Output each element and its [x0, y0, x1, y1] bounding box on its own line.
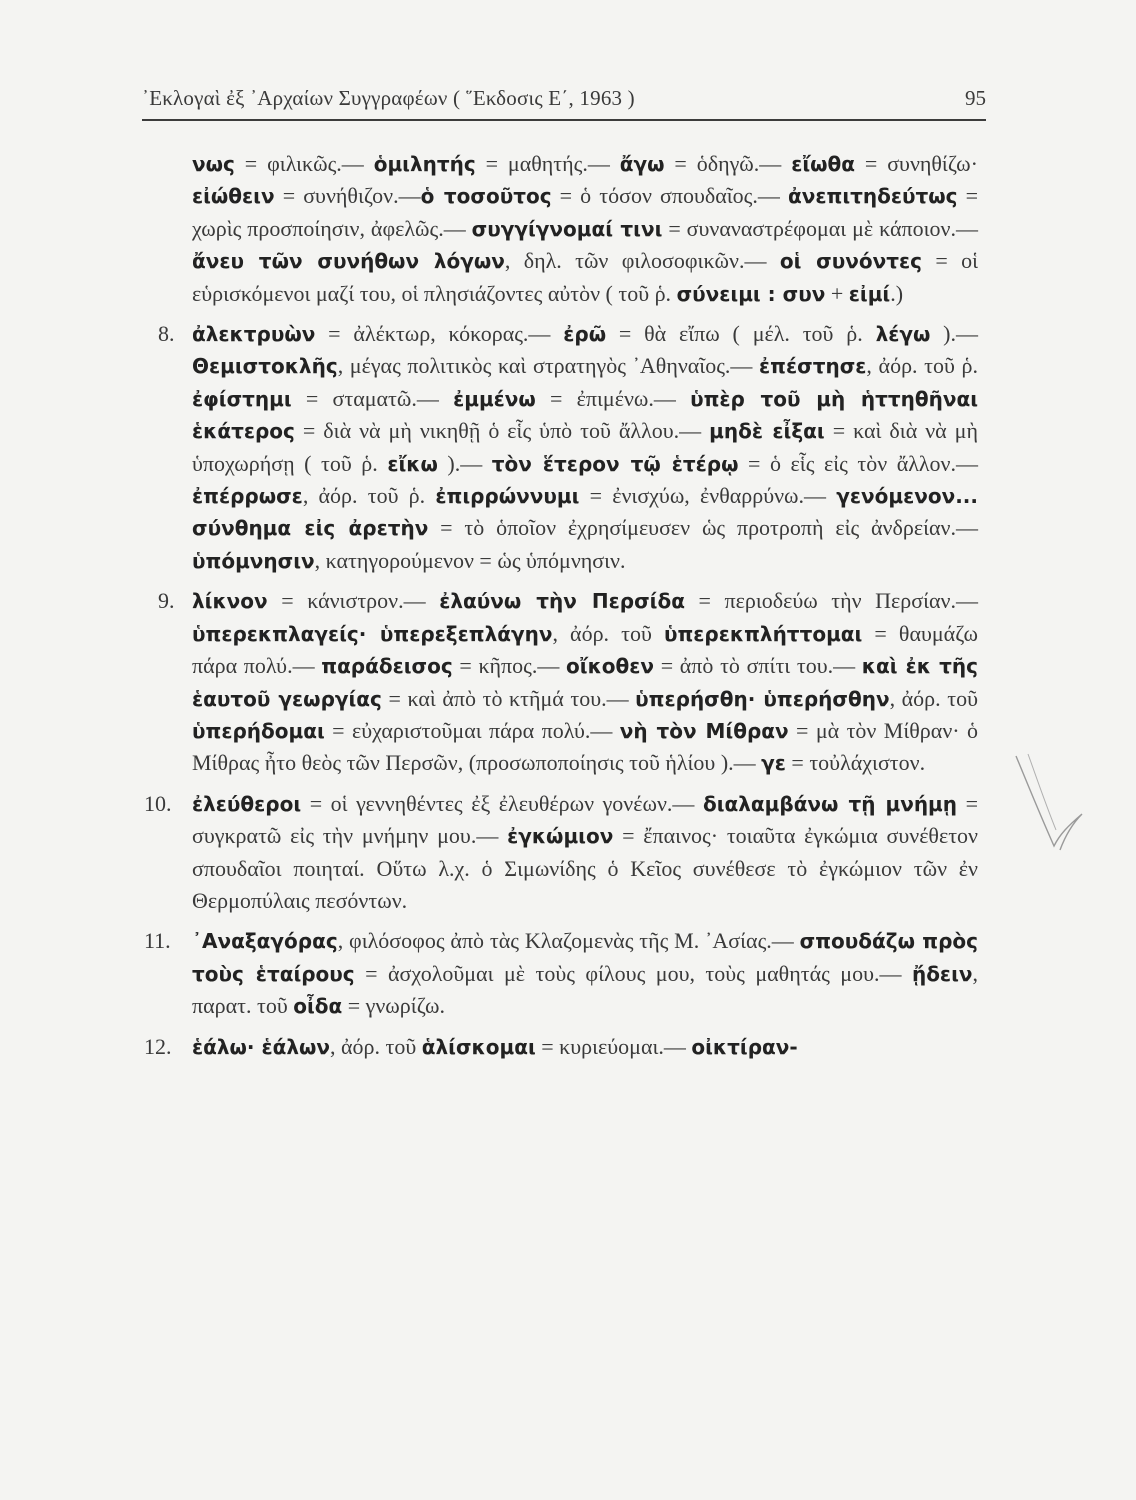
gloss-text: = γνωρίζω.	[342, 993, 445, 1019]
headword: ἁλίσκομαι	[421, 1034, 536, 1059]
glossary-entry	[144, 788, 978, 918]
gloss-text: = φιλικῶς.—	[234, 151, 374, 176]
headword: καὶ ἐκ τῆς ἑαυτοῦ γεωργίας	[192, 654, 978, 711]
pencil-annotation-icon	[1008, 750, 1098, 860]
gloss-text: = ἔπαινος· τοιαῦτα ἐγκώμια συνέθετον σπουδαῖοι ποιηταί. Οὕτω λ.χ. ὁ Σιμωνίδης ὁ Κεῖος συνέθεσε τὸ ἐγκώμιον τῶν ἐν Θερμοπύλαις πεσόντων.	[192, 823, 978, 913]
gloss-text: = σταματῶ.—	[291, 385, 454, 411]
glossary-entry	[150, 585, 978, 779]
header-rule	[142, 119, 986, 121]
headword: λίκνον	[192, 589, 268, 614]
headword: ἐγκώμιον	[507, 824, 614, 849]
gloss-text: , ἀόρ. τοῦ	[330, 1033, 422, 1059]
gloss-text: = καὶ διὰ νὰ μὴ ὑποχωρήσῃ ( τοῦ ῥ.	[192, 418, 978, 476]
headword: ᾽Αναξαγόρας	[192, 929, 338, 954]
headword: ὑπερήδομαι	[192, 718, 325, 743]
gloss-text: ).—	[437, 450, 492, 476]
headword: ἀλεκτρυὼν	[192, 322, 316, 347]
headword: ἐπέστησε	[759, 354, 867, 379]
headword: ὑπόμνησιν	[192, 548, 315, 573]
headword: οἶδα	[293, 994, 343, 1019]
headword: ὑπερεκπλήττομαι	[663, 621, 863, 646]
gloss-text: = οἱ εὑρισκόμενοι μαζί του, οἱ πλησιάζοντες αὐτὸν ( τοῦ ῥ.	[192, 248, 978, 306]
headword: σπουδάζω πρὸς τοὺς ἑταίρους	[192, 929, 978, 986]
page-number: 95	[965, 86, 986, 110]
gloss-text: , μέγας πολιτικὸς καὶ στρατηγὸς ᾽Αθηναῖος.—	[337, 353, 760, 379]
gloss-text: = ἐνισχύω, ἐνθαρρύνω.—	[579, 483, 837, 509]
headword: ἐρῶ	[563, 322, 607, 347]
gloss-text: +	[825, 280, 849, 306]
gloss-text: = θὰ εἴπω ( μέλ. τοῦ ῥ.	[606, 321, 876, 347]
gloss-text: = συγκρατῶ εἰς τὴν μνήμην μου.—	[192, 790, 978, 849]
gloss-text: , παρατ. τοῦ	[192, 960, 978, 1019]
headword: ἐμμένω	[453, 386, 536, 411]
headword: ἑάλω· ἑάλων	[192, 1034, 331, 1059]
headword: οἱ συνόντες	[779, 249, 922, 274]
gloss-text: = συνηθίζω·	[854, 151, 978, 176]
entry-number: 11.	[144, 928, 171, 954]
gloss-text: , ἀόρ. τοῦ ῥ.	[302, 483, 436, 509]
headword: παράδεισος	[321, 654, 453, 679]
entry-number: 9.	[158, 588, 175, 614]
gloss-text: .)	[890, 280, 904, 306]
gloss-text: = καὶ ἀπὸ τὸ κτῆμά του.—	[381, 685, 636, 711]
gloss-text: = μὰ τὸν Μίθραν· ὁ Μίθρας ἦτο θεὸς τῶν Περσῶν, (προσωποποίησις τοῦ ἡλίου ).—	[192, 717, 978, 776]
headword: εἴκω	[387, 451, 438, 476]
headword: τὸν ἕτερον τῷ ἑτέρῳ	[491, 451, 739, 476]
headword: νὴ τὸν Μίθραν	[619, 718, 789, 743]
gloss-text: = ἀπὸ τὸ σπίτι του.—	[654, 653, 862, 679]
gloss-text: = κάνιστρον.—	[267, 588, 440, 614]
headword: ὑπερεκπλαγείς· ὑπερεξεπλάγην	[192, 621, 553, 646]
headword: σύνειμι : συν	[676, 281, 826, 306]
headword: ἐπιρρώννυμι	[435, 484, 580, 509]
headword: συγγίγνομαί τινι	[471, 216, 663, 241]
gloss-text: = συνήθιζον.—	[274, 183, 421, 209]
headword: οἴκοθεν	[566, 654, 655, 679]
gloss-text: = τὸ ὁποῖον ἐχρησίμευσεν ὡς προτροπὴ εἰς ἀνδρείαν.—	[428, 515, 978, 541]
headword: Θεμιστοκλῆς	[192, 354, 338, 379]
running-title: ᾽Εκλογαὶ ἐξ ᾽Αρχαίων Συγγραφέων ( ῞Εκδοσις Ε΄, 1963 )	[142, 86, 635, 110]
gloss-text: = ἀσχολοῦμαι μὲ τοὺς φίλους μου, τοὺς μαθητάς μου.—	[354, 960, 912, 986]
gloss-text: = μαθητής.—	[475, 151, 620, 176]
headword: ἐλεύθεροι	[192, 791, 302, 816]
gloss-text: = ὁ τόσον σπουδαῖος.—	[551, 183, 788, 209]
headword: ἐλαύνω τὴν Περσίδα	[439, 589, 685, 614]
glossary-entry	[144, 925, 978, 1022]
headword: λέγω	[875, 322, 931, 347]
gloss-text: , ἀόρ. τοῦ ῥ.	[866, 353, 978, 379]
headword: νως	[192, 152, 235, 176]
gloss-text: = περιοδεύω τὴν Περσίαν.—	[684, 588, 978, 614]
headword: γενόμενον... σύνθημα εἰς ἀρετὴν	[192, 484, 978, 541]
headword: ἀνεπιτηδεύτως	[788, 184, 958, 209]
headword: ἄνευ τῶν συνήθων λόγων	[192, 249, 505, 274]
gloss-text: = συναναστρέφομαι μὲ κάποιον.—	[662, 215, 978, 241]
headword: μηδὲ εἶξαι	[709, 419, 825, 444]
headword: ὁ τοσοῦτος	[420, 184, 552, 209]
gloss-text: = κῆπος.—	[452, 653, 567, 679]
gloss-text: = ὁ εἷς εἰς τὸν ἄλλον.—	[738, 450, 979, 476]
headword: ᾔδειν	[911, 961, 973, 986]
gloss-text: ).—	[930, 321, 978, 347]
glossary-body	[144, 148, 979, 1063]
headword: εἴωθα	[791, 152, 855, 176]
entry-number: 10.	[144, 790, 172, 816]
headword: ὑπὲρ τοῦ μὴ ἡττηθῆναι ἑκάτερος	[192, 386, 978, 444]
gloss-text: , δηλ. τῶν φιλοσοφικῶν.—	[504, 248, 780, 274]
gloss-text: = ἐπιμένω.—	[535, 385, 691, 411]
gloss-text: = κυριεύομαι.—	[535, 1033, 692, 1059]
gloss-text: = ὁδηγῶ.—	[664, 151, 792, 176]
gloss-text: = ἀλέκτωρ, κόκορας.—	[315, 321, 564, 347]
page-header	[142, 82, 986, 116]
entry-number: 12.	[144, 1033, 172, 1059]
gloss-text: , φιλόσοφος ἀπὸ τὰς Κλαζομενὰς τῆς Μ. ᾽Ασίας.—	[337, 928, 800, 954]
gloss-text: = τοὐλάχιστον.	[785, 750, 926, 776]
headword: γε	[761, 751, 786, 776]
headword: ἄγω	[619, 152, 665, 176]
gloss-text: = χωρὶς προσποίησιν, ἀφελῶς.—	[192, 183, 978, 241]
headword: ὁμιλητής	[373, 152, 476, 176]
headword: ἐπέρρωσε	[192, 484, 303, 509]
glossary-continuation	[150, 148, 978, 310]
glossary-entry	[144, 1031, 978, 1063]
gloss-text: , ἀόρ. τοῦ	[552, 620, 664, 646]
headword: ὑπερήσθη· ὑπερήσθην	[635, 686, 890, 711]
gloss-text: = εὐχαριστοῦμαι πάρα πολύ.—	[324, 717, 620, 743]
glossary-entry	[150, 318, 978, 577]
entry-number: 8.	[158, 321, 175, 347]
gloss-text: = διὰ νὰ μὴ νικηθῇ ὁ εἷς ὑπὸ τοῦ ἄλλου.—	[294, 418, 710, 444]
headword: οἰκτίραν-	[691, 1034, 798, 1059]
headword: διαλαμβάνω τῇ μνήμῃ	[702, 791, 958, 816]
gloss-text: = οἱ γεννηθέντες ἐξ ἐλευθέρων γονέων.—	[301, 790, 703, 816]
headword: ἐφίστημι	[192, 386, 292, 411]
gloss-text: , κατηγορούμενον = ὡς ὑπόμνησιν.	[314, 547, 626, 573]
gloss-text: = θαυμάζω πάρα πολύ.—	[192, 620, 978, 679]
headword: εἰμί	[848, 281, 891, 306]
gloss-text: , ἀόρ. τοῦ	[889, 685, 978, 711]
headword: εἰώθειν	[192, 184, 275, 209]
